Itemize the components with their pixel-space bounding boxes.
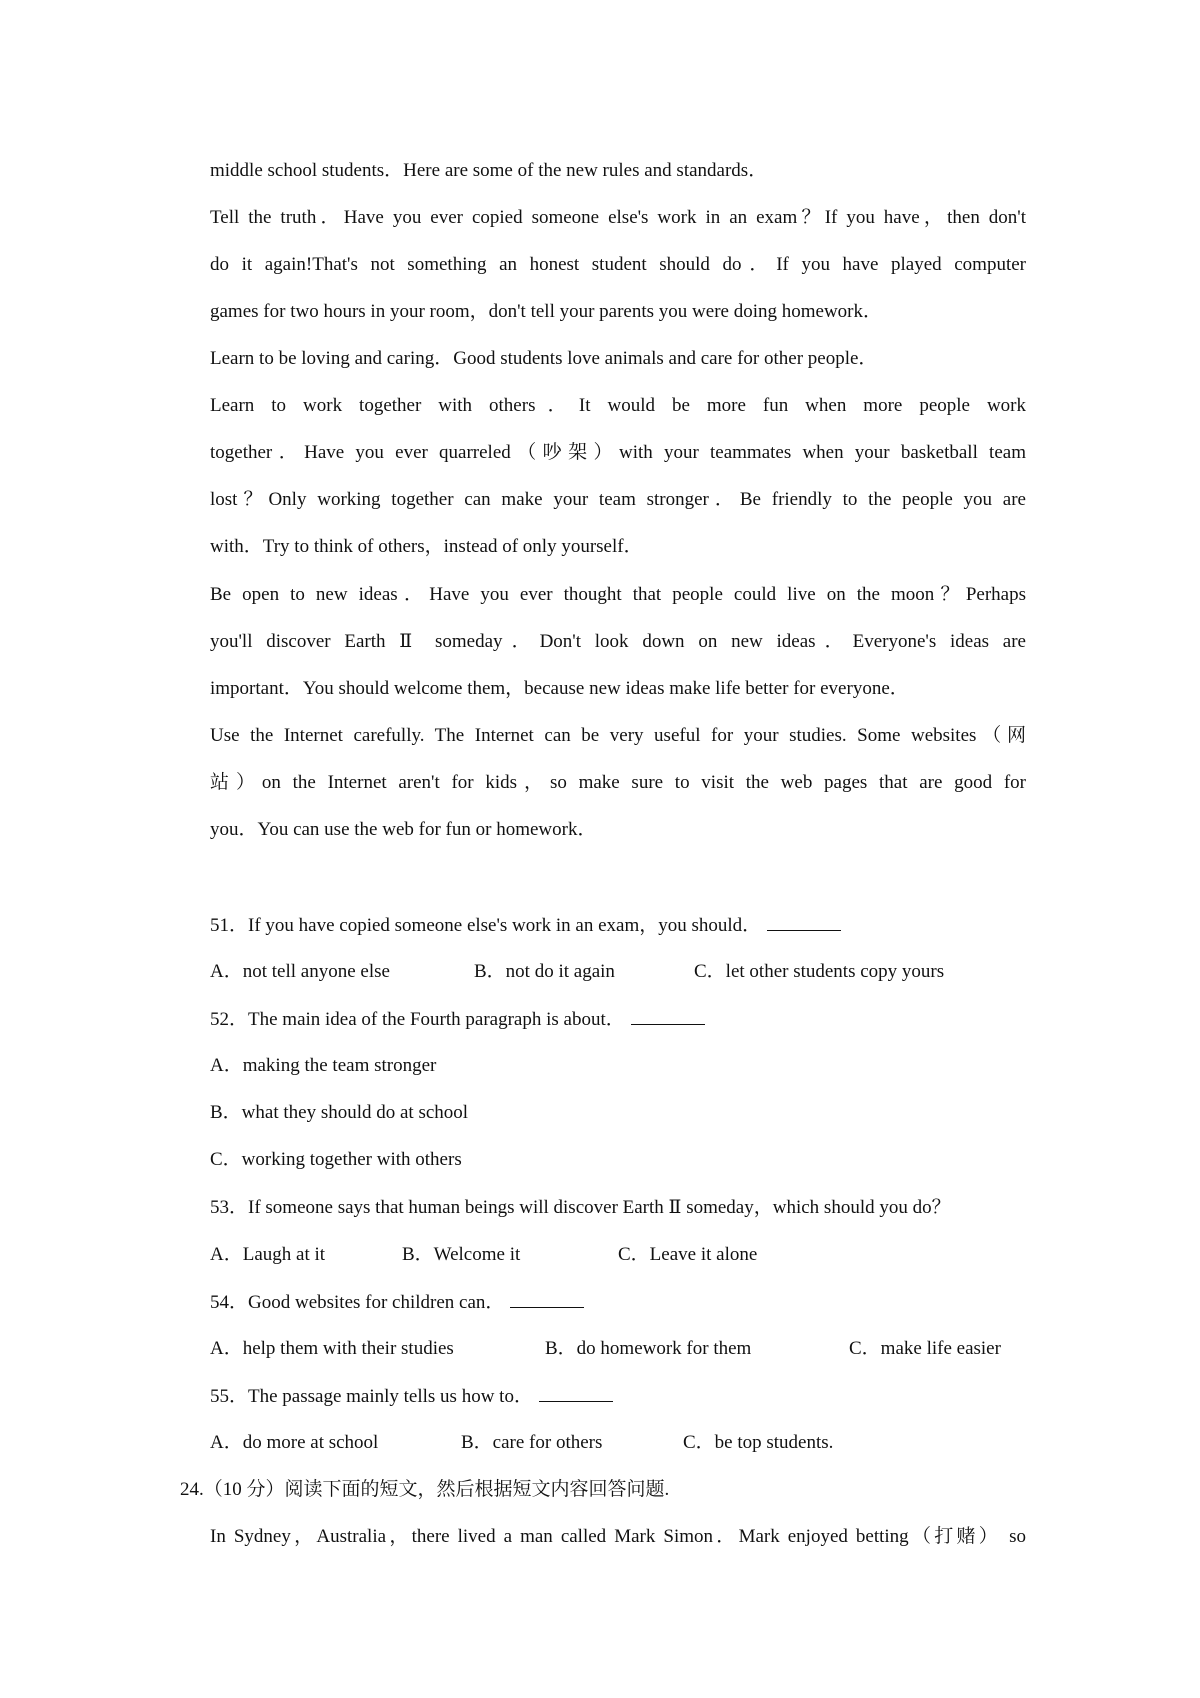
q54-option-c[interactable]: C．make life easier <box>849 1338 1001 1359</box>
answer-blank[interactable] <box>767 913 841 931</box>
question-54-text: 54．Good websites for children can． <box>210 1292 505 1313</box>
q52-option-a[interactable]: A．making the team stronger <box>210 1055 437 1076</box>
question-53: 53．If someone says that human beings will discover Earth Ⅱ someday，which should you do？ <box>210 1197 951 1218</box>
question-55 <box>210 1384 1026 1409</box>
q55-option-b[interactable]: B．care for others <box>461 1432 603 1453</box>
passage-line: you'll discover Earth Ⅱ someday．Don't look down on new ideas．Everyone's ideas are <box>210 631 1026 652</box>
q52-option-c[interactable]: C．working together with others <box>210 1149 462 1170</box>
passage-line: Learn to work together with others．It would be more fun when more people work <box>210 395 1026 416</box>
q55-option-a[interactable]: A．do more at school <box>210 1432 379 1453</box>
question-51 <box>210 913 1026 938</box>
passage-line: together．Have you ever quarreled（吵架）with your teammates when your basketball team <box>210 442 1026 463</box>
passage-line: you．You can use the web for fun or homework． <box>210 819 597 840</box>
passage-line: Tell the truth．Have you ever copied someone else's work in an exam？If you have，then don't <box>210 207 1026 228</box>
passage-line: with．Try to think of others，instead of only yourself． <box>210 536 643 557</box>
q51-option-c[interactable]: C．let other students copy yours <box>694 961 945 982</box>
q53-option-b[interactable]: B．Welcome it <box>402 1244 521 1265</box>
q51-option-a[interactable]: A．not tell anyone else <box>210 961 390 982</box>
q53-option-a[interactable]: A．Laugh at it <box>210 1244 326 1265</box>
question-51-text: 51．If you have copied someone else's work in an exam，you should． <box>210 915 762 936</box>
question-52-text: 52．The main idea of the Fourth paragraph is about． <box>210 1009 625 1030</box>
passage-line: important．You should welcome them，because new ideas make life better for everyone． <box>210 678 909 699</box>
q53-option-c[interactable]: C．Leave it alone <box>618 1244 758 1265</box>
passage-line: games for two hours in your room，don't tell your parents you were doing homework． <box>210 301 882 322</box>
passage-line: middle school students．Here are some of the new rules and standards． <box>210 160 768 181</box>
q51-option-b[interactable]: B．not do it again <box>474 961 615 982</box>
q55-option-c[interactable]: C．be top students. <box>683 1432 834 1453</box>
q54-option-b[interactable]: B．do homework for them <box>545 1338 752 1359</box>
q52-option-b[interactable]: B．what they should do at school <box>210 1102 469 1123</box>
passage-line: lost？Only working together can make your team stronger．Be friendly to the people you are <box>210 489 1026 510</box>
question-52 <box>210 1007 1026 1032</box>
passage-line: Be open to new ideas．Have you ever thought that people could live on the moon？Perhaps <box>210 584 1026 605</box>
q54-option-a[interactable]: A．help them with their studies <box>210 1338 454 1359</box>
passage-line: Learn to be loving and caring．Good students love animals and care for other people． <box>210 348 878 369</box>
section-24-first-line: In Sydney，Australia，there lived a man called Mark Simon．Mark enjoyed betting（打赌） so <box>210 1526 1026 1547</box>
passage-line: 站）on the Internet aren't for kids，so make sure to visit the web pages that are good for <box>210 772 1026 793</box>
passage-line: do it again!That's not something an honest student should do．If you have played computer <box>210 254 1026 275</box>
section-24-heading: 24.（10 分）阅读下面的短文，然后根据短文内容回答问题. <box>180 1479 670 1500</box>
question-55-text: 55．The passage mainly tells us how to． <box>210 1386 533 1407</box>
passage-line: Use the Internet carefully. The Internet can be very useful for your studies. Some websites（网 <box>210 725 1026 746</box>
answer-blank[interactable] <box>631 1007 705 1025</box>
answer-blank[interactable] <box>510 1290 584 1308</box>
answer-blank[interactable] <box>539 1384 613 1402</box>
question-54 <box>210 1290 1026 1315</box>
